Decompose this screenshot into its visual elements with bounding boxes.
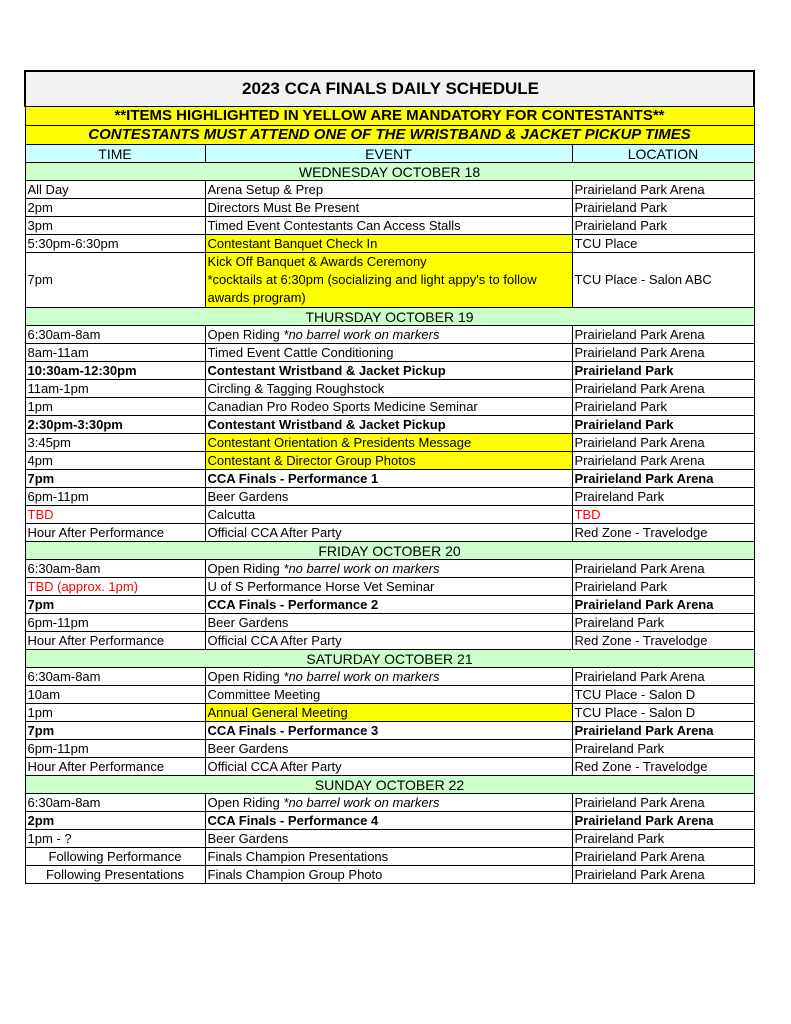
location-cell: Prairieland Park: [572, 416, 754, 434]
time-cell: 7pm: [25, 253, 205, 308]
day-label: WEDNESDAY OCTOBER 18: [25, 163, 754, 181]
day-header-row: [25, 308, 754, 326]
schedule-row: [25, 740, 754, 758]
schedule-body: [25, 71, 754, 884]
location-cell: Praireland Park: [572, 830, 754, 848]
event-text: U of S Performance Horse Vet Seminar: [207, 578, 435, 594]
schedule-row: [25, 470, 754, 488]
banner-row-mandatory: [25, 107, 754, 126]
event-text: Beer Gardens: [207, 488, 289, 504]
time-cell: 5:30pm-6:30pm: [25, 235, 205, 253]
location-cell: Red Zone - Travelodge: [572, 632, 754, 650]
time-cell: 6:30am-8am: [25, 560, 205, 578]
location-cell: Prairieland Park: [572, 362, 754, 380]
event-cell: [205, 668, 572, 686]
day-label: SUNDAY OCTOBER 22: [25, 776, 754, 794]
event-cell: [205, 848, 572, 866]
event-text: Official CCA After Party: [207, 758, 342, 774]
event-line: awards program): [207, 290, 306, 305]
location-cell: Prairieland Park: [572, 578, 754, 596]
time-cell: 2:30pm-3:30pm: [25, 416, 205, 434]
event-cell: [205, 326, 572, 344]
schedule-row: [25, 524, 754, 542]
event-cell: [205, 199, 572, 217]
time-cell: Hour After Performance: [25, 524, 205, 542]
event-cell: [205, 470, 572, 488]
day-header-row: [25, 542, 754, 560]
location-cell: Red Zone - Travelodge: [572, 524, 754, 542]
time-cell: 10:30am-12:30pm: [25, 362, 205, 380]
time-cell: 7pm: [25, 596, 205, 614]
event-text: Contestant Orientation & Presidents Message: [207, 434, 472, 450]
time-cell: 7pm: [25, 722, 205, 740]
time-cell: 6pm-11pm: [25, 488, 205, 506]
time-cell: 7pm: [25, 470, 205, 488]
schedule-row: [25, 398, 754, 416]
schedule-row: [25, 344, 754, 362]
event-note: *no barrel work on markers: [283, 560, 440, 576]
event-text: Open Riding: [207, 794, 284, 810]
schedule-row: [25, 326, 754, 344]
event-note: *no barrel work on markers: [283, 668, 440, 684]
schedule-row: [25, 506, 754, 524]
location-cell: Prairieland Park Arena: [572, 470, 754, 488]
location-cell: Prairieland Park Arena: [572, 812, 754, 830]
header-event: EVENT: [205, 145, 572, 163]
event-cell: [205, 794, 572, 812]
schedule-row: [25, 217, 754, 235]
mandatory-banner: **ITEMS HIGHLIGHTED IN YELLOW ARE MANDATORY FOR CONTESTANTS**: [25, 107, 754, 126]
time-cell: 6:30am-8am: [25, 326, 205, 344]
event-text: Beer Gardens: [207, 740, 289, 756]
time-cell: All Day: [25, 181, 205, 199]
event-text: Contestant Banquet Check In: [207, 235, 378, 251]
schedule-row: [25, 812, 754, 830]
event-text: Circling & Tagging Roughstock: [207, 380, 385, 396]
event-text: Finals Champion Group Photo: [207, 866, 383, 882]
time-cell: 3pm: [25, 217, 205, 235]
event-text: Timed Event Cattle Conditioning: [207, 344, 394, 360]
event-cell: [205, 560, 572, 578]
location-cell: TCU Place: [572, 235, 754, 253]
location-cell: Prairieland Park Arena: [572, 344, 754, 362]
event-cell: [205, 866, 572, 884]
schedule-row: [25, 758, 754, 776]
day-label: THURSDAY OCTOBER 19: [25, 308, 754, 326]
event-cell: [205, 416, 572, 434]
event-cell: [205, 362, 572, 380]
location-cell: Prairieland Park Arena: [572, 866, 754, 884]
location-cell: Prairieland Park Arena: [572, 326, 754, 344]
schedule-row: [25, 686, 754, 704]
event-text: Official CCA After Party: [207, 524, 342, 540]
schedule-row: [25, 380, 754, 398]
schedule-row: [25, 722, 754, 740]
location-cell: Praireland Park: [572, 740, 754, 758]
location-cell: TCU Place - Salon D: [572, 704, 754, 722]
time-cell: 3:45pm: [25, 434, 205, 452]
location-cell: Prairieland Park: [572, 199, 754, 217]
event-text: Open Riding: [207, 326, 284, 342]
location-cell: Prairieland Park Arena: [572, 596, 754, 614]
schedule-title: 2023 CCA FINALS DAILY SCHEDULE: [25, 71, 754, 107]
location-cell: Prairieland Park Arena: [572, 380, 754, 398]
event-cell: [205, 812, 572, 830]
schedule-row: [25, 614, 754, 632]
event-text: Committee Meeting: [207, 686, 321, 702]
day-label: SATURDAY OCTOBER 21: [25, 650, 754, 668]
time-cell: 1pm: [25, 398, 205, 416]
time-cell: 10am: [25, 686, 205, 704]
time-cell: 8am-11am: [25, 344, 205, 362]
event-cell: [205, 398, 572, 416]
event-text: CCA Finals - Performance 2: [207, 596, 379, 612]
event-text: Contestant Wristband & Jacket Pickup: [207, 362, 446, 378]
event-cell: [205, 235, 572, 253]
time-cell: 6pm-11pm: [25, 740, 205, 758]
schedule-row: [25, 848, 754, 866]
time-cell: 1pm - ?: [25, 830, 205, 848]
schedule-row: [25, 578, 754, 596]
location-cell: Prairieland Park Arena: [572, 668, 754, 686]
location-cell: Prairieland Park Arena: [572, 794, 754, 812]
event-cell: [205, 380, 572, 398]
event-cell: [205, 686, 572, 704]
schedule-row: [25, 416, 754, 434]
schedule-row: [25, 488, 754, 506]
event-text: Canadian Pro Rodeo Sports Medicine Seminar: [207, 398, 478, 414]
location-cell: TCU Place - Salon ABC: [572, 253, 754, 308]
time-cell: 6:30am-8am: [25, 794, 205, 812]
day-label: FRIDAY OCTOBER 20: [25, 542, 754, 560]
location-cell: Prairieland Park Arena: [572, 434, 754, 452]
event-cell: [205, 434, 572, 452]
event-text: Calcutta: [207, 506, 256, 522]
time-cell: Hour After Performance: [25, 632, 205, 650]
event-cell: [205, 253, 572, 308]
event-text: Contestant & Director Group Photos: [207, 452, 416, 468]
day-header-row: [25, 163, 754, 181]
location-cell: Prairieland Park: [572, 217, 754, 235]
event-text: Finals Champion Presentations: [207, 848, 389, 864]
schedule-row: [25, 560, 754, 578]
title-row: [25, 71, 754, 107]
schedule-table: [24, 70, 755, 884]
location-cell: Prairieland Park Arena: [572, 848, 754, 866]
event-cell: [205, 758, 572, 776]
time-cell: 4pm: [25, 452, 205, 470]
event-cell: [205, 181, 572, 199]
location-cell: Prairieland Park Arena: [572, 560, 754, 578]
schedule-row: [25, 830, 754, 848]
schedule-row: [25, 253, 754, 308]
wristband-banner: CONTESTANTS MUST ATTEND ONE OF THE WRISTBAND & JACKET PICKUP TIMES: [25, 126, 754, 145]
event-cell: [205, 740, 572, 758]
schedule-row: [25, 596, 754, 614]
event-cell: [205, 452, 572, 470]
event-text: CCA Finals - Performance 3: [207, 722, 379, 738]
event-text: CCA Finals - Performance 4: [207, 812, 379, 828]
schedule-row: [25, 668, 754, 686]
event-cell: [205, 722, 572, 740]
banner-row-wristband: [25, 126, 754, 145]
event-note: *no barrel work on markers: [283, 326, 440, 342]
time-cell: Hour After Performance: [25, 758, 205, 776]
location-cell: Red Zone - Travelodge: [572, 758, 754, 776]
event-cell: [205, 632, 572, 650]
event-cell: [205, 596, 572, 614]
location-cell: Prairieland Park Arena: [572, 452, 754, 470]
event-text: CCA Finals - Performance 1: [207, 470, 379, 486]
time-cell: 2pm: [25, 812, 205, 830]
event-text: Annual General Meeting: [207, 704, 348, 720]
event-text: Beer Gardens: [207, 830, 289, 846]
event-note: *no barrel work on markers: [283, 794, 440, 810]
event-text: Contestant Wristband & Jacket Pickup: [207, 416, 446, 432]
event-cell: [205, 830, 572, 848]
schedule-row: [25, 434, 754, 452]
time-cell: TBD (approx. 1pm): [25, 578, 205, 596]
header-time: TIME: [25, 145, 205, 163]
schedule-row: [25, 181, 754, 199]
time-cell: 6:30am-8am: [25, 668, 205, 686]
event-text: Arena Setup & Prep: [207, 181, 324, 197]
location-cell: Prairieland Park: [572, 398, 754, 416]
schedule-sheet: [24, 70, 753, 884]
time-cell: 11am-1pm: [25, 380, 205, 398]
event-cell: [205, 344, 572, 362]
event-cell: [205, 524, 572, 542]
time-cell: 2pm: [25, 199, 205, 217]
schedule-row: [25, 704, 754, 722]
location-cell: TBD: [572, 506, 754, 524]
event-cell: [205, 704, 572, 722]
event-text: Beer Gardens: [207, 614, 289, 630]
event-text: Timed Event Contestants Can Access Stalls: [207, 217, 461, 233]
schedule-row: [25, 235, 754, 253]
time-cell: 1pm: [25, 704, 205, 722]
event-text: Official CCA After Party: [207, 632, 342, 648]
time-cell: TBD: [25, 506, 205, 524]
location-cell: TCU Place - Salon D: [572, 686, 754, 704]
location-cell: Praireland Park: [572, 614, 754, 632]
event-cell: [205, 217, 572, 235]
column-header-row: [25, 145, 754, 163]
header-location: LOCATION: [572, 145, 754, 163]
schedule-row: [25, 794, 754, 812]
time-cell: 6pm-11pm: [25, 614, 205, 632]
event-cell: [205, 506, 572, 524]
day-header-row: [25, 650, 754, 668]
event-cell: [205, 488, 572, 506]
schedule-row: [25, 866, 754, 884]
day-header-row: [25, 776, 754, 794]
event-text: Open Riding: [207, 560, 284, 576]
event-line: *cocktails at 6:30pm (socializing and light appy's to follow: [207, 272, 537, 287]
time-cell: Following Presentations: [25, 866, 205, 884]
location-cell: Prairieland Park Arena: [572, 181, 754, 199]
event-cell: [205, 578, 572, 596]
event-cell: [205, 614, 572, 632]
event-text: Open Riding: [207, 668, 284, 684]
schedule-row: [25, 452, 754, 470]
location-cell: Praireland Park: [572, 488, 754, 506]
location-cell: Prairieland Park Arena: [572, 722, 754, 740]
event-text: Directors Must Be Present: [207, 199, 360, 215]
schedule-row: [25, 632, 754, 650]
schedule-row: [25, 199, 754, 217]
time-cell: Following Performance: [25, 848, 205, 866]
event-line: Kick Off Banquet & Awards Ceremony: [207, 254, 427, 269]
schedule-row: [25, 362, 754, 380]
